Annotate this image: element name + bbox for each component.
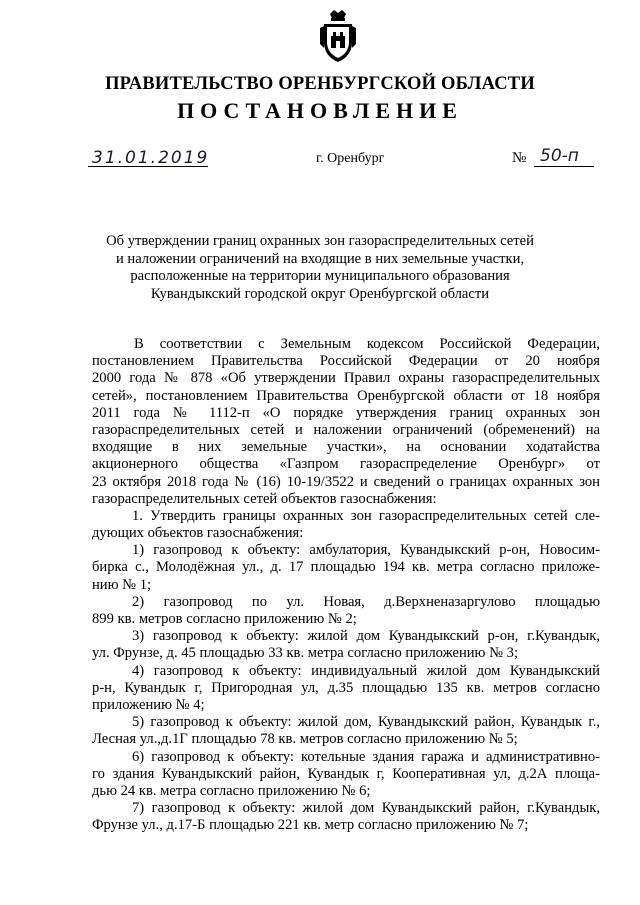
body-line: сетей», постановлением Правительства Оренбургской области от 18 ноября (92, 387, 600, 404)
body-line: 2000 года № 878 «Об утверждении Правил охраны газораспределительных (92, 370, 600, 387)
body-line: 4) газопровод к объекту: индивидуальный жилой дом Кувандыкский (132, 662, 600, 679)
document-subject (0, 233, 640, 303)
body-line: акционерного общества «Газпром газораспределение Оренбург» от (92, 456, 600, 473)
document-type: ПОСТАНОВЛЕНИЕ (177, 98, 463, 123)
government-name: ПРАВИТЕЛЬСТВО ОРЕНБУРГСКОЙ ОБЛАСТИ (105, 74, 535, 94)
number-sign: № (512, 150, 527, 166)
body-line: 899 кв. метров согласно приложению № 2; (92, 611, 357, 627)
body-line: дующих объектов газоснабжения: (92, 525, 304, 542)
document-body (92, 336, 600, 834)
body-line: ул. Фрунзе, д. 45 площадью 33 кв. метра согласно приложению № 3; (92, 645, 519, 662)
subject-line: Кувандыкский городской округ Оренбургской области (150, 285, 490, 302)
body-line: 5) газопровод к объекту: жилой дом, Кувандыкский район, Кувандык г., (132, 714, 600, 731)
subject-line: Об утверждении границ охранных зон газораспределительных сетей (106, 233, 534, 249)
subject-line: расположенные на территории муниципального образования (130, 268, 510, 284)
body-line: Фрунзе ул., д.17-Б площадью 221 кв. метр согласно приложению № 7; (92, 817, 529, 834)
body-line: 23 октября 2018 года № (16) 10-19/3522 и сведений о границах охранных зон (92, 473, 600, 490)
body-line: постановлением Правительства Российской Федерации от 20 ноября (92, 353, 600, 370)
number-underline (534, 166, 594, 167)
body-line: 1) газопровод к объекту: амбулатория, Кувандыкский р-он, Новосим- (132, 542, 600, 559)
body-line: дью 24 кв. метра согласно приложению № 6; (92, 782, 371, 799)
body-line: газораспределительных сетей объектов газоснабжения: (92, 490, 437, 507)
body-line: приложению № 4; (92, 696, 205, 713)
document-city: г. Оренбург (316, 151, 385, 166)
body-line: 2011 года № 1112-п «О порядке утверждения границ охранных зон (92, 404, 600, 421)
body-line: 6) газопровод к объекту: котельные здания гаража и административно- (132, 748, 600, 765)
body-line: бирка с., Молодёжная ул., д. 17 площадью 194 кв. метра согласно приложе- (92, 559, 600, 576)
body-line: 3) газопровод к объекту: жилой дом Кувандыкский р-он, г.Кувандык, (132, 628, 600, 645)
document-date: 31.01.2019 (92, 148, 210, 168)
body-line: 1. Утвердить границы охранных зон газораспределительных сетей сле- (132, 507, 600, 524)
body-line: газораспределительных сетей и наложении ограничений (обременений) на (92, 421, 600, 438)
body-line: 2) газопровод по ул. Новая, д.Верхненазаргулово площадью (132, 593, 600, 610)
body-line: го здания Кувандыкский район, Кувандык г, Кооперативная ул, д.2А площа- (92, 765, 600, 782)
orenburg-coat-of-arms-icon (318, 8, 358, 64)
body-line: Лесная ул.,д.1Г площадью 78 кв. метров согласно приложению № 5; (92, 731, 518, 748)
document-number: 50-п (540, 146, 579, 166)
body-line: р-н, Кувандык г, Пригородная ул, д.35 площадью 135 кв. метров согласно (92, 679, 600, 696)
body-line: В соответствии с Земельным кодексом Российской Федерации, (134, 336, 600, 352)
date-underline (88, 166, 208, 167)
body-line: 7) газопровод к объекту: жилой дом Кувандыкский район, г.Кувандык, (132, 800, 600, 817)
body-line: входящие в них земельные участки», на основании ходатайства (92, 439, 600, 456)
body-line: нию № 1; (92, 576, 152, 593)
subject-line: и наложении ограничений на входящие в них земельные участки, (115, 250, 525, 267)
